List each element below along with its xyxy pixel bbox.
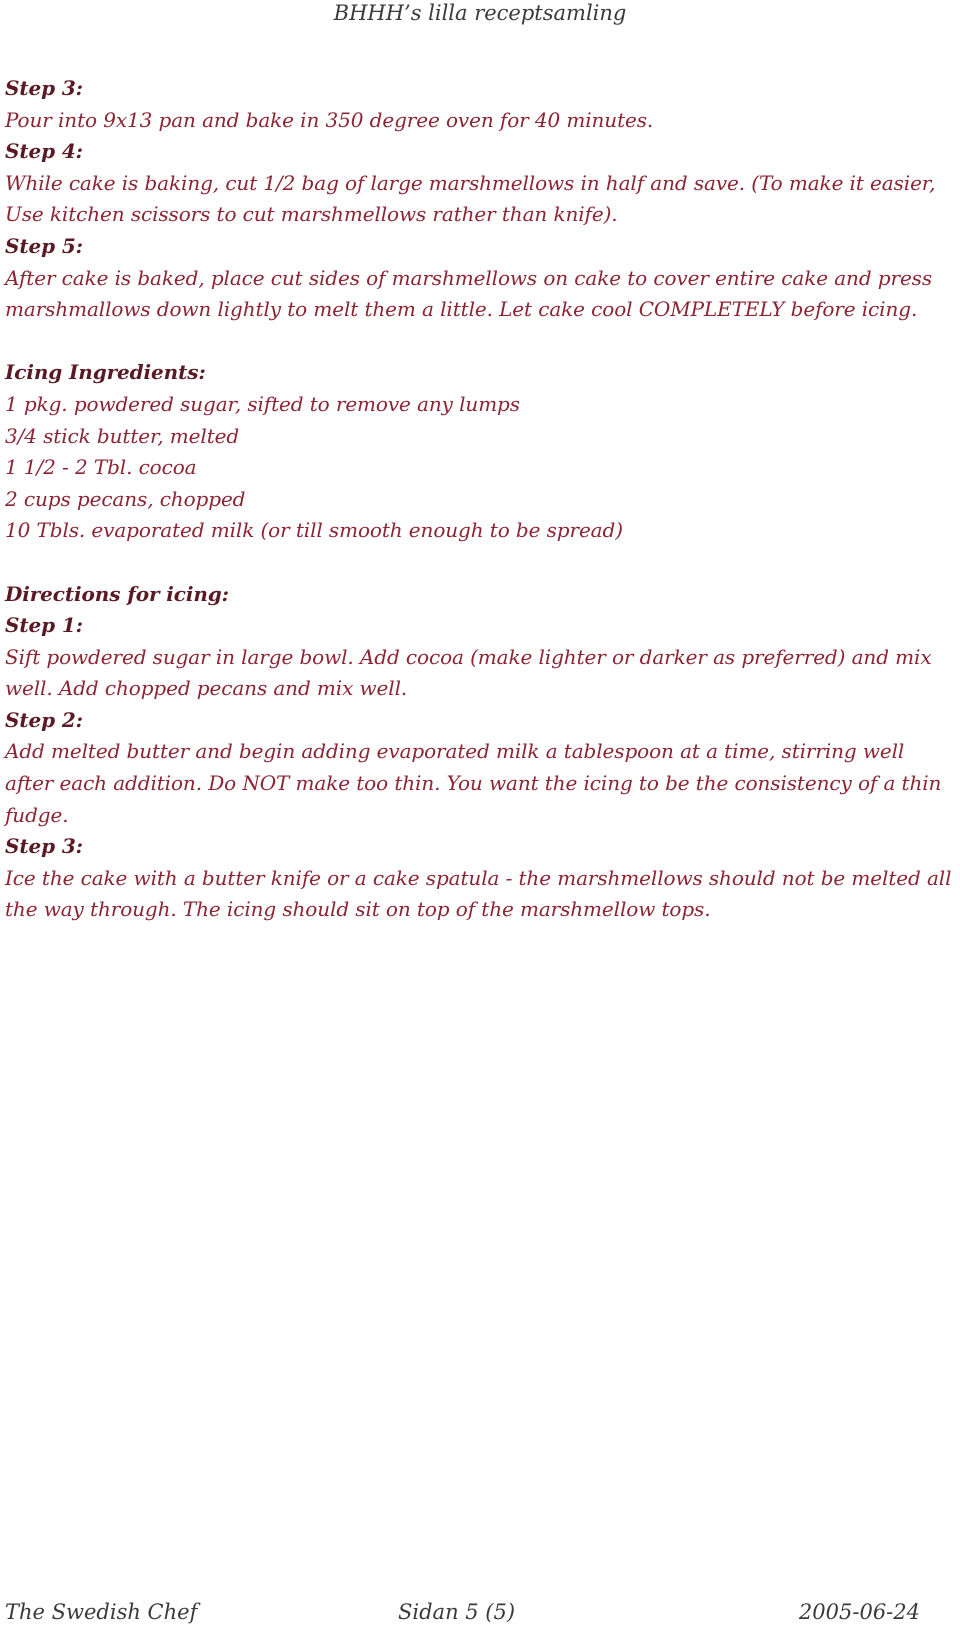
recipe-text: 3/4 stick butter, melted xyxy=(5,423,240,448)
section-heading: Step 5: xyxy=(5,233,83,258)
section-heading: Step 4: xyxy=(5,139,83,164)
section-heading: Icing Ingredients: xyxy=(5,360,206,385)
recipe-text: Add melted butter and begin adding evaporated milk a tablespoon at a time, stirring well after each addition. Do NOT make too thin. You want the icing to be the consistency of a thin fudge. xyxy=(5,739,942,827)
spacer xyxy=(5,326,955,358)
section-heading: Step 3: xyxy=(5,76,83,100)
section-heading: Step 1: xyxy=(5,613,83,638)
recipe-text: 1 pkg. powdered sugar, sifted to remove any lumps xyxy=(5,391,520,416)
recipe-content xyxy=(5,73,955,926)
section-heading: Step 3: xyxy=(5,834,83,859)
recipe-text: While cake is baking, cut 1/2 bag of large marshmellows in half and save. (To make it easier, Use kitchen scissors to cut marshmellows rather than knife). xyxy=(5,170,936,227)
recipe-text: Ice the cake with a butter knife or a cake spatula - the marshmellows should not be melted all the way through. The icing should sit on top of the marshmellow tops. xyxy=(5,865,952,922)
page-header xyxy=(0,0,960,26)
recipe-text: 10 Tbls. evaporated milk (or till smooth enough to be spread) xyxy=(5,518,623,543)
section-heading: Directions for icing: xyxy=(5,581,229,606)
page-footer xyxy=(0,1600,960,1626)
spacer xyxy=(5,547,955,579)
footer-author: The Swedish Chef xyxy=(5,1600,198,1624)
recipe-text: Sift powdered sugar in large bowl. Add cocoa (make lighter or darker as preferred) and mix well. Add chopped pecans and mix well. xyxy=(5,644,932,701)
section-heading: Step 2: xyxy=(5,707,83,732)
footer-page-number: Sidan 5 (5) xyxy=(398,1600,516,1624)
recipe-text: After cake is baked, place cut sides of marshmellows on cake to cover entire cake and press marshmallows down lightly to melt them a little. Let cake cool COMPLETELY before icing. xyxy=(5,265,933,322)
recipe-text: 1 1/2 - 2 Tbl. cocoa xyxy=(5,455,197,480)
recipe-text: 2 cups pecans, chopped xyxy=(5,486,246,511)
footer-date: 2005-06-24 xyxy=(798,1600,920,1624)
recipe-text: Pour into 9x13 pan and bake in 350 degree oven for 40 minutes. xyxy=(5,107,654,132)
document-title: BHHH’s lilla receptsamling xyxy=(333,1,627,25)
